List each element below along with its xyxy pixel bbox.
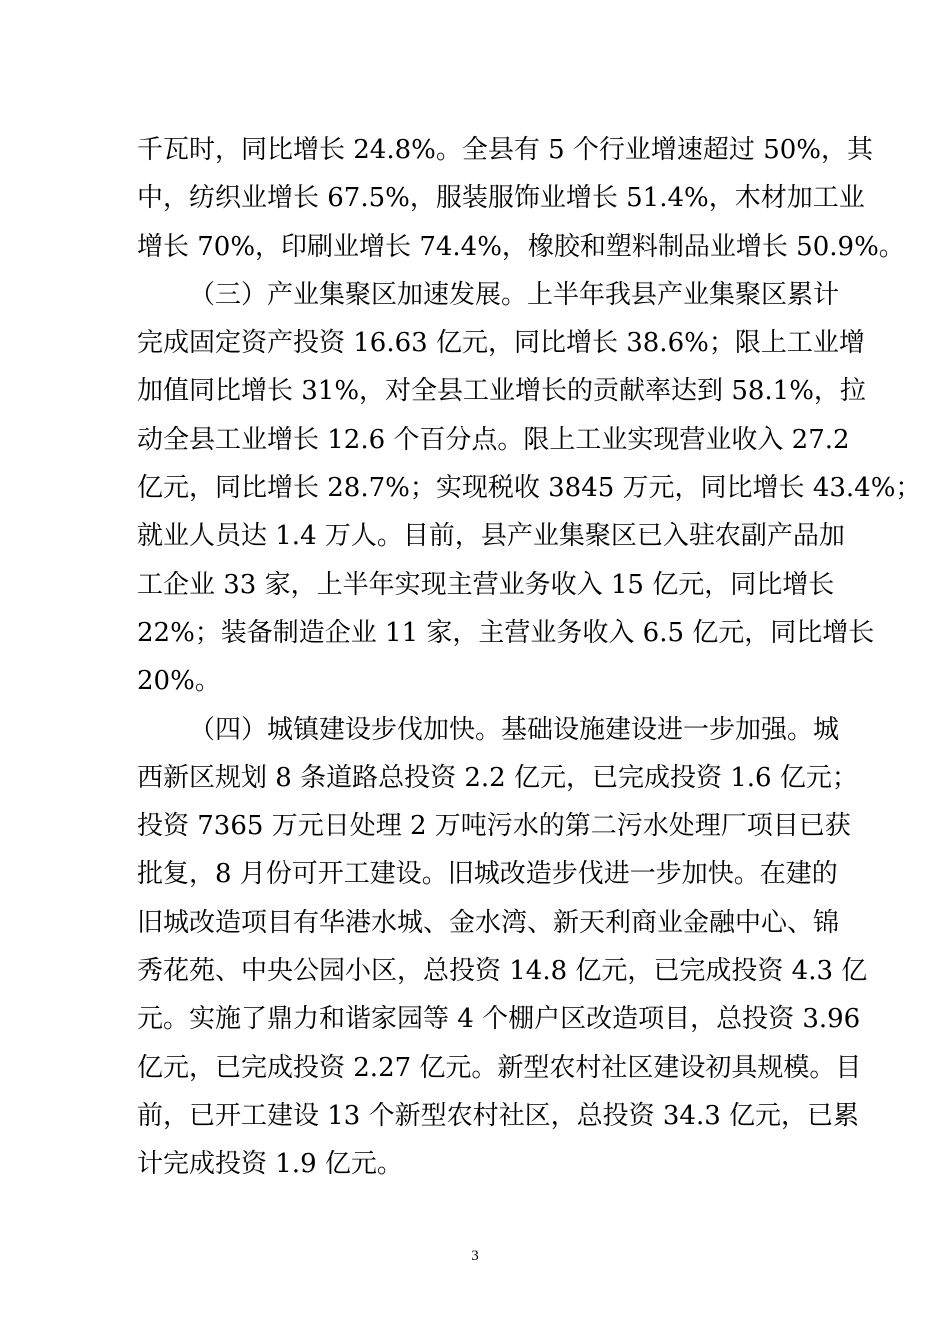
paragraph-industrial-cluster [137, 271, 922, 706]
text-line: 22%；装备制造企业 11 家，主营业务收入 6.5 亿元，同比增长 [137, 617, 875, 648]
page-number: 3 [471, 1248, 479, 1264]
text-line: 动全县工业增长 12.6 个百分点。限上工业实现营业收入 27.2 [137, 424, 850, 455]
text-line: 前，已开工建设 13 个新型农村社区，总投资 34.3 亿元，已累 [137, 1100, 860, 1131]
paragraph-urban-construction [137, 706, 868, 1189]
text-line: 中，纺织业增长 67.5%，服装服饰业增长 51.4%，木材加工业 [137, 183, 865, 214]
text-line: 亿元，同比增长 28.7%；实现税收 3845 万元，同比增长 43.4%； [137, 473, 922, 504]
text-line: 西新区规划 8 条道路总投资 2.2 亿元，已完成投资 1.6 亿元； [137, 762, 858, 793]
text-line: 秀花苑、中央公园小区，总投资 14.8 亿元，已完成投资 4.3 亿 [137, 956, 868, 987]
text-line: 计完成投资 1.9 亿元。 [137, 1149, 403, 1180]
text-line: 亿元，已完成投资 2.27 亿元。新型农村社区建设初具规模。目 [137, 1052, 862, 1083]
text-line: 加值同比增长 31%，对全县工业增长的贡献率达到 58.1%，拉 [137, 376, 866, 407]
text-line: 千瓦时，同比增长 24.8%。全县有 5 个行业增速超过 50%，其 [137, 135, 873, 165]
text-line: （三）产业集聚区加速发展。上半年我县产业集聚区累计 [189, 279, 840, 310]
text-line: 投资 7365 万元日处理 2 万吨污水的第二污水处理厂项目已获 [137, 811, 851, 842]
text-line: 批复，8 月份可开工建设。旧城改造步伐进一步加快。在建的 [137, 859, 838, 890]
text-line: 就业人员达 1.4 万人。目前，县产业集聚区已入驻农副产品加 [137, 521, 845, 552]
text-line: （四）城镇建设步伐加快。基础设施建设进一步加强。城 [189, 714, 840, 745]
text-line: 完成固定资产投资 16.63 亿元，同比增长 38.6%；限上工业增 [137, 328, 865, 359]
text-line: 20%。 [137, 666, 221, 697]
text-line: 元。实施了鼎力和谐家园等 4 个棚户区改造项目，总投资 3.96 [137, 1004, 861, 1035]
text-line: 旧城改造项目有华港水城、金水湾、新天利商业金融中心、锦 [137, 907, 840, 938]
text-line: 增长 70%，印刷业增长 74.4%，橡胶和塑料制品业增长 50.9%。 [137, 231, 905, 262]
paragraph-industry-growth [137, 126, 905, 271]
text-line: 工企业 33 家，上半年实现主营业务收入 15 亿元，同比增长 [137, 569, 835, 600]
body-text [137, 126, 922, 1189]
